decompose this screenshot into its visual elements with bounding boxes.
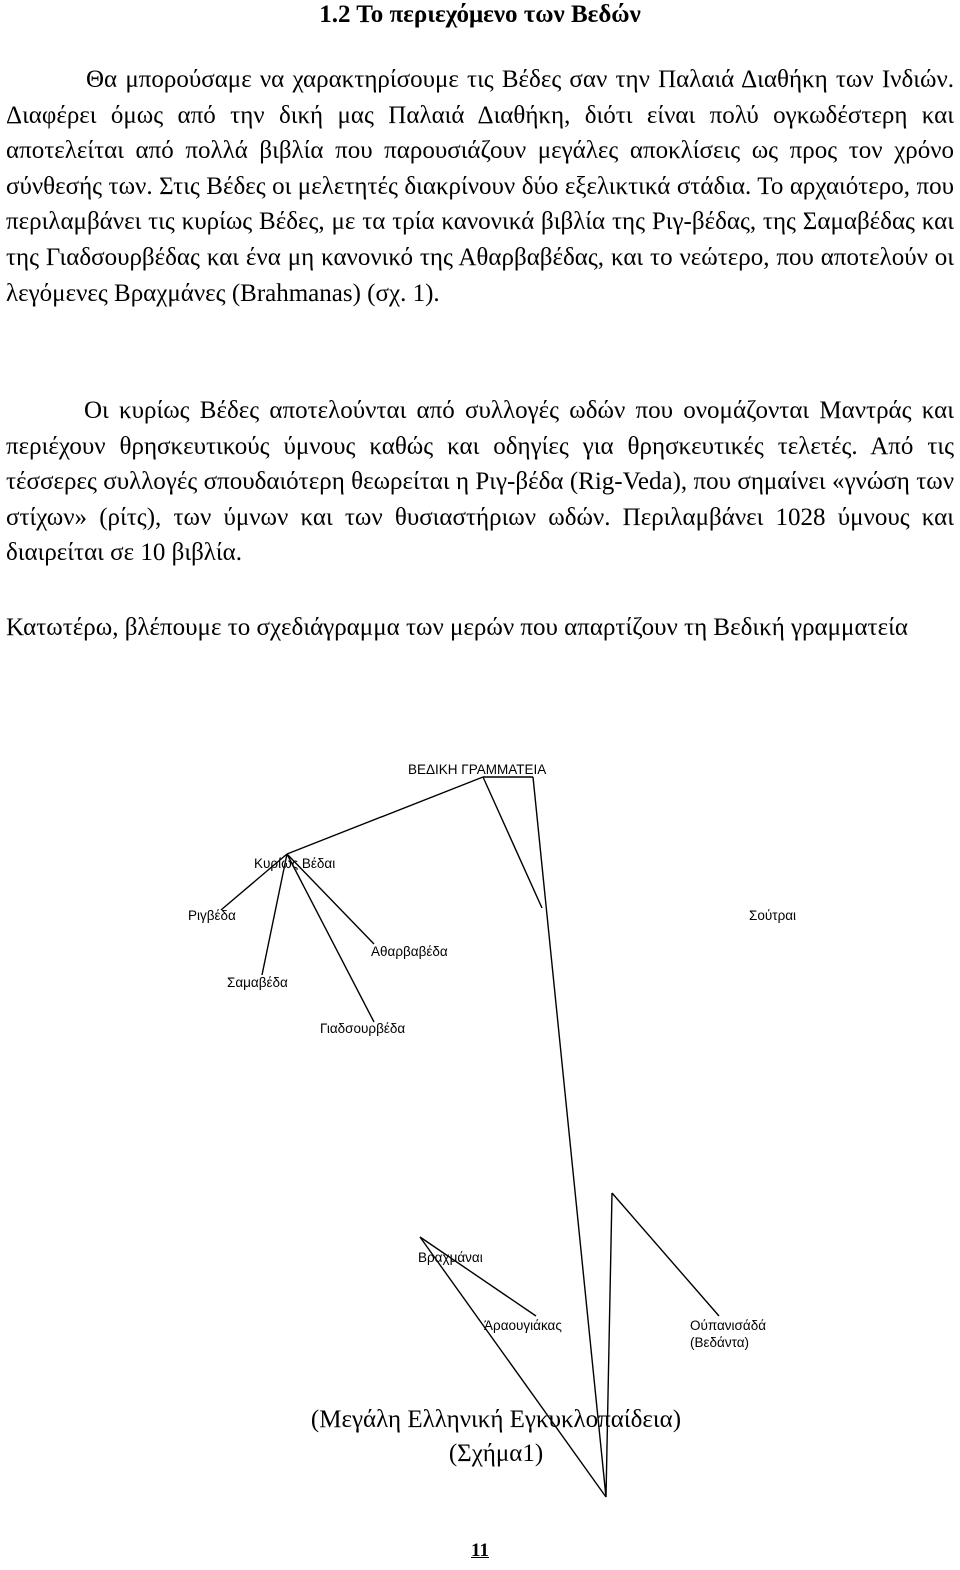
node-yajurveda: Γιαδσουρβέδα xyxy=(320,1021,406,1036)
page-number: 11 xyxy=(471,1540,489,1561)
node-root: ΒΕΔΙΚΗ ΓΡΑΜΜΑΤΕΙΑ xyxy=(408,762,547,777)
paragraph-text: Κατωτέρω, βλέπουμε το σχεδιάγραμμα των μερών που απαρτίζουν τη Βεδική γραμματεία xyxy=(6,614,908,641)
branch-soutrai-top xyxy=(483,777,542,908)
node-kyrios-vedai: Κυρίως Βέδαι xyxy=(254,856,336,871)
figure-source: (Μεγάλη Ελληνική Εγκυκλοπαίδεια) xyxy=(310,1406,682,1433)
paragraph-text: Θα μπορούσαμε να χαρακτηρίσουμε τις Βέδες σαν την Παλαιά Διαθήκη των Ινδιών. Διαφέρει όμως από την δική μας Παλαιά Διαθήκη, διότι είναι πολύ ογκωδέστερη και αποτελείται από πολλά βιβλία που παρουσιάζουν μεγάλες αποκλίσεις ως προς τον χρόνο σύνθεσής των. Στις Βέδες οι μελετητές διακρίνουν δύο εξελικτικά στάδια. Το αρχαιότερο, που περιλαμβάνει τις κυρίως Βέδες, με τα τρία κανονικά βιβλία της Ριγ-βέδας, της Σαμαβέδας και της Γιαδσουρβέδας και ένα μη κανονικό της Αθαρβαβέδας, και το νεώτερο, που αποτελούν οι λεγόμενες Βραχμάνες (Brahmanas) (σχ. 1). xyxy=(6,66,954,307)
branch-main-trunk xyxy=(533,777,606,1497)
node-soutrai: Σούτραι xyxy=(749,908,797,923)
figure-caption: (Σχήμα1) xyxy=(448,1440,544,1467)
branch-kyrios xyxy=(287,777,483,854)
node-rigveda: Ριγβέδα xyxy=(188,908,236,923)
node-atharvaveda: Αθαρβαβέδα xyxy=(371,944,448,959)
branch-yajur xyxy=(287,854,374,1022)
node-samaveda: Σαμαβέδα xyxy=(227,975,288,990)
branch-upanishads xyxy=(612,1193,719,1316)
node-aranyakas: Άραουγιάκας xyxy=(484,1318,562,1333)
node-upanishads: Ούπανισάδά xyxy=(690,1318,767,1333)
paragraph-text: Οι κυρίως Βέδες αποτελούνται από συλλογές ωδών που ονομάζονται Μαντράς και περιέχουν θρησκευτικούς ύμνους καθώς και οδηγίες για θρησκευτικές τελετές. Από τις τέσσερες συλλογές σπουδαιότερη θεωρείται η Ριγ-βέδα (Rig-Veda), που σημαίνει «γνώση των στίχων» (ρίτς), των ύμνων και των θυσιαστήριων ωδών. Περιλαμβάνει 1028 ύμνους και διαιρείται σε 10 βιβλία. xyxy=(6,397,954,567)
section-heading: 1.2 Το περιεχόμενο των Βεδών xyxy=(319,1,641,28)
node-vrachmanai: Βραχμάναι xyxy=(418,1250,483,1265)
node-vedanta: (Βεδάντα) xyxy=(690,1335,750,1350)
branch-aranyakas xyxy=(420,1237,536,1316)
